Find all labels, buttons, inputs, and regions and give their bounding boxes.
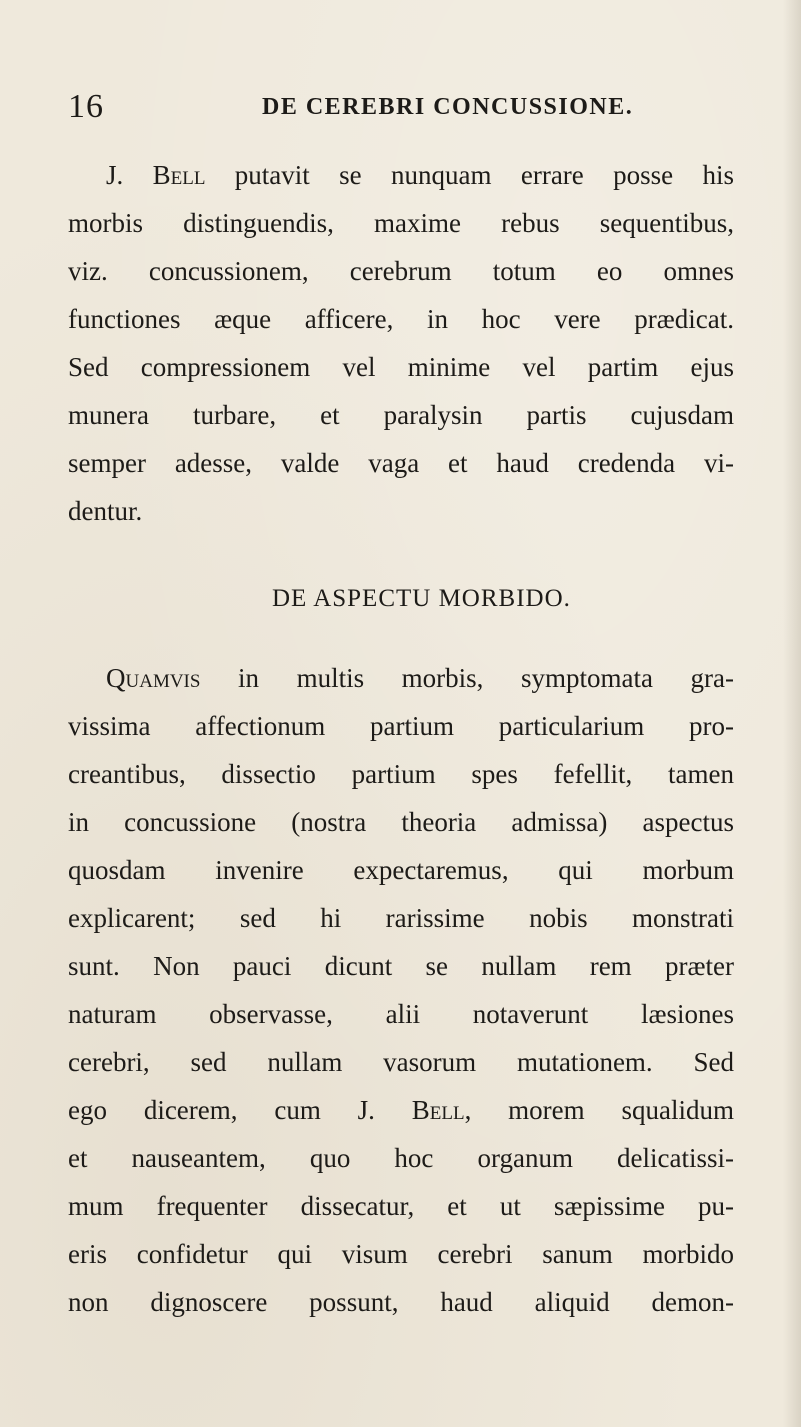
text-line: sunt. Non pauci dicunt se nullam rem præter	[68, 951, 734, 981]
text-line: munera turbare, et paralysin partis cujusdam	[68, 400, 734, 430]
page-header	[0, 88, 801, 128]
text-line: cerebri, sed nullam vasorum mutationem. Sed	[68, 1047, 734, 1077]
text-line: creantibus, dissectio partium spes fefellit, tamen	[68, 759, 734, 789]
author-name: Bell	[152, 160, 206, 190]
page-edge-shadow	[783, 0, 801, 1427]
running-head: DE CEREBRI CONCUSSIONE.	[262, 94, 634, 120]
text-line: J. Bell putavit se nunquam errare posse his	[106, 160, 734, 190]
text-line: in concussione (nostra theoria admissa) aspectus	[68, 807, 734, 837]
book-page: 16 DE CEREBRI CONCUSSIONE. J. Bell putavit se nunquam errare posse his morbis distinguendis, maxime rebus sequentibus, viz. concussionem, cerebrum totum eo omnes functiones æque afficere, in hoc vere prædicat. Sed compressionem vel minime vel partim ejus munera turbare, et paralysin partis cujusdam semper adesse, valde vaga et haud credenda vi- dentur. DE ASPECTU MORBIDO. Quamvis in multis morbis, symptomata gra- vissima affectionum partium particularium pro- creantibus, dissectio partium spes fefellit, tamen in concussione (nostra theoria admissa) aspectus quosdam invenire expectaremus, qui morbum explicarent; sed hi rarissime nobis monstrati sunt. Non pauci dicunt se nullam rem præter naturam observasse, alii notaverunt læsiones cerebri, sed nullam vasorum mutationem. Sed ego dicerem, cum J. Bell, morem squalidum et nauseantem, quo hoc organum delicatissi- mum frequenter dissecatur, et ut sæpissime pu- eris confidetur qui visum cerebri sanum morbido non dignoscere possunt, haud aliquid demon-	[0, 0, 801, 1427]
text-line: viz. concussionem, cerebrum totum eo omnes	[68, 256, 734, 286]
text-line: semper adesse, valde vaga et haud credenda vi-	[68, 448, 734, 478]
text-line: naturam observasse, alii notaverunt læsiones	[68, 999, 734, 1029]
text-line: dentur.	[68, 496, 143, 526]
text-line: Quamvis in multis morbis, symptomata gra-	[106, 663, 734, 693]
text-line: et nauseantem, quo hoc organum delicatissi-	[68, 1143, 734, 1173]
text-line: functiones æque afficere, in hoc vere prædicat.	[68, 304, 734, 334]
text-line: Sed compressionem vel minime vel partim ejus	[68, 352, 734, 382]
text-line: non dignoscere possunt, haud aliquid demon-	[68, 1287, 734, 1317]
text-line: vissima affectionum partium particularium pro-	[68, 711, 734, 741]
initial-word: Quamvis	[106, 663, 201, 693]
page-number: 16	[68, 88, 104, 125]
text-line: quosdam invenire expectaremus, qui morbum	[68, 855, 734, 885]
text-line: explicarent; sed hi rarissime nobis monstrati	[68, 903, 734, 933]
author-name: Bell	[411, 1095, 465, 1125]
text-line: eris confidetur qui visum cerebri sanum morbido	[68, 1239, 734, 1269]
text-line: morbis distinguendis, maxime rebus sequentibus,	[68, 208, 734, 238]
text-line: mum frequenter dissecatur, et ut sæpissime pu-	[68, 1191, 734, 1221]
text-line: ego dicerem, cum J. Bell, morem squalidum	[68, 1095, 734, 1125]
